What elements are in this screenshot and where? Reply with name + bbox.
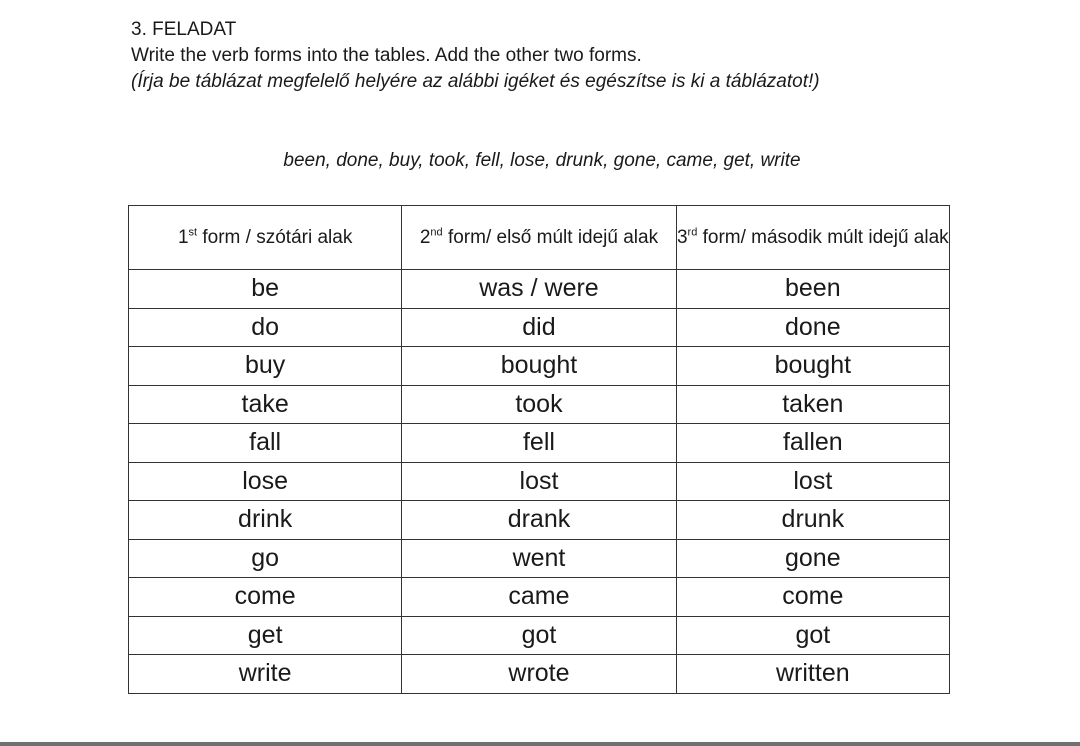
table-header-row — [129, 206, 950, 270]
table-row — [129, 424, 950, 463]
third-form-cell: done — [676, 308, 949, 347]
third-form-cell: bought — [676, 347, 949, 386]
header-third-form: 3rd form/ második múlt idejű alak — [676, 206, 949, 270]
second-form-cell: got — [402, 616, 676, 655]
table-row — [129, 347, 950, 386]
third-form-cell: fallen — [676, 424, 949, 463]
third-form-cell: lost — [676, 462, 949, 501]
table-row — [129, 385, 950, 424]
task-header — [131, 17, 820, 95]
third-form-cell: been — [676, 270, 949, 309]
first-form-cell: buy — [129, 347, 402, 386]
third-form-cell: gone — [676, 539, 949, 578]
table-row — [129, 539, 950, 578]
first-form-cell: get — [129, 616, 402, 655]
first-form-cell: do — [129, 308, 402, 347]
table-row — [129, 578, 950, 617]
second-form-cell: was / were — [402, 270, 676, 309]
first-form-cell: come — [129, 578, 402, 617]
task-number: 3. FELADAT — [131, 19, 237, 40]
header-second-form: 2nd form/ első múlt idejű alak — [402, 206, 676, 270]
instruction-hungarian: (Írja be táblázat megfelelő helyére az alábbi igéket és egészítse is ki a táblázatot!) — [131, 71, 820, 92]
table-row — [129, 270, 950, 309]
bottom-divider — [0, 742, 1080, 746]
table-row — [129, 462, 950, 501]
third-form-cell: drunk — [676, 501, 949, 540]
second-form-cell: did — [402, 308, 676, 347]
table-row — [129, 501, 950, 540]
verb-forms-table — [128, 205, 950, 694]
first-form-cell: fall — [129, 424, 402, 463]
first-form-cell: write — [129, 655, 402, 694]
first-form-cell: lose — [129, 462, 402, 501]
third-form-cell: come — [676, 578, 949, 617]
second-form-cell: went — [402, 539, 676, 578]
second-form-cell: took — [402, 385, 676, 424]
first-form-cell: go — [129, 539, 402, 578]
second-form-cell: drank — [402, 501, 676, 540]
first-form-cell: take — [129, 385, 402, 424]
instruction-english: Write the verb forms into the tables. Add the other two forms. — [131, 45, 642, 66]
third-form-cell: got — [676, 616, 949, 655]
second-form-cell: came — [402, 578, 676, 617]
table-row — [129, 308, 950, 347]
table-row — [129, 655, 950, 694]
second-form-cell: lost — [402, 462, 676, 501]
first-form-cell: drink — [129, 501, 402, 540]
table-row — [129, 616, 950, 655]
third-form-cell: taken — [676, 385, 949, 424]
third-form-cell: written — [676, 655, 949, 694]
second-form-cell: bought — [402, 347, 676, 386]
second-form-cell: wrote — [402, 655, 676, 694]
verb-list: been, done, buy, took, fell, lose, drunk, gone, came, get, write — [283, 150, 801, 171]
first-form-cell: be — [129, 270, 402, 309]
second-form-cell: fell — [402, 424, 676, 463]
header-first-form: 1st form / szótári alak — [129, 206, 402, 270]
